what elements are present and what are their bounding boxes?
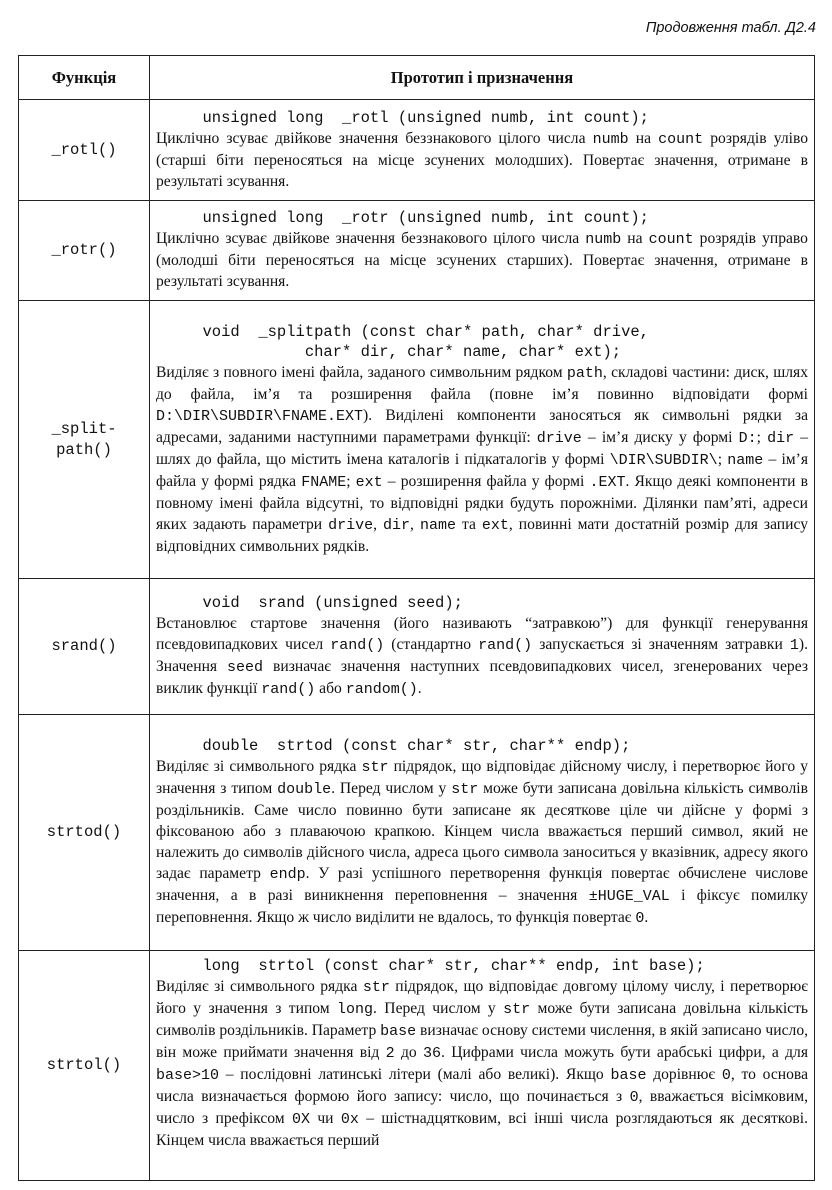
functions-table	[18, 55, 815, 1181]
text-fragment: визначає значення наступних псевдовипадкових чисел, згенерованих через виклик функції	[156, 657, 808, 697]
code-fragment: path	[566, 364, 603, 382]
text-fragment: , складові частини: диск, шлях до файла, ім’я та розширення файла (повне ім’я повинно відповідати формі	[156, 363, 808, 403]
function-purpose	[156, 756, 808, 929]
text-fragment: ). Виділені компоненти заносяться як символьні рядки за адресами, заданими наступними параметрами функції:	[156, 406, 808, 446]
text-fragment: ,	[410, 515, 420, 533]
code-fragment: rand()	[261, 680, 316, 698]
text-fragment: . Цифрами числа можуть бути арабські цифри, а для	[441, 1044, 808, 1061]
function-description	[150, 201, 815, 301]
text-fragment: може бути записана довільна кількість символів роздільників. Параметр	[156, 1000, 808, 1039]
function-name: strtol()	[19, 951, 150, 1181]
function-name: strtod()	[19, 715, 150, 951]
table-header-row	[19, 56, 815, 100]
text-fragment: запускається зі значенням затравки	[532, 635, 790, 653]
text-fragment: на	[621, 230, 649, 247]
code-fragment: seed	[227, 658, 264, 676]
function-name: _rotr()	[19, 201, 150, 301]
text-fragment: і фіксує помилку переповнення. Якщо ж число виділити не вдалось, то функція повертає	[156, 886, 808, 926]
text-fragment: розрядів управо (молодші біти переносяться на місце зсунених старших). Повертає значення, отримане в результаті зсування.	[156, 230, 808, 290]
code-fragment: rand()	[478, 636, 533, 654]
function-description	[150, 301, 815, 579]
text-fragment: – шістнадцятковим, всі інші числа розглядаються як десяткові. Кінцем числа вважається перший	[156, 1110, 808, 1149]
code-fragment: D:\DIR\SUBDIR\FNAME.EXT	[156, 407, 364, 425]
function-name: srand()	[19, 579, 150, 715]
code-fragment: ±HUGE_VAL	[588, 887, 670, 905]
code-fragment: str	[503, 1001, 531, 1018]
function-description	[150, 100, 815, 201]
function-name: _split- path()	[19, 301, 150, 579]
function-purpose	[156, 228, 808, 292]
code-fragment: base>10	[156, 1067, 220, 1084]
code-fragment: .EXT	[589, 473, 626, 491]
table-row	[19, 301, 815, 579]
code-fragment: drive	[328, 516, 374, 534]
code-fragment: ext	[481, 516, 509, 534]
code-fragment: str	[361, 758, 389, 776]
function-description	[150, 951, 815, 1181]
text-fragment: та	[455, 515, 482, 533]
text-fragment: ). Значення	[156, 635, 808, 675]
code-fragment: rand()	[330, 636, 385, 654]
code-fragment: numb	[592, 130, 629, 148]
text-fragment: підрядок, що відповідає дійсному числу, і перетворює його у значення з типом	[156, 757, 809, 797]
function-prototype: unsigned long _rotr (unsigned numb, int count);	[156, 209, 649, 227]
table-row	[19, 579, 815, 715]
function-purpose	[156, 128, 808, 192]
code-fragment: ext	[355, 473, 383, 491]
header-prototype: Прототип і призначення	[150, 56, 815, 100]
function-prototype: long strtol (const char* str, char** endp, int base);	[156, 957, 705, 975]
text-fragment: підрядок, що відповідає довгому цілому числу, і перетворює його у значення з типом	[156, 978, 809, 1017]
text-fragment: . Перед числом у	[373, 1000, 504, 1017]
table-row	[19, 951, 815, 1181]
code-fragment: numb	[585, 231, 622, 248]
code-fragment: random()	[345, 680, 418, 698]
text-fragment: Циклічно зсуває двійкове значення беззнакового цілого числа	[156, 129, 593, 147]
text-fragment: – ім’я файла у формі рядка	[156, 450, 809, 490]
code-fragment: drive	[536, 429, 582, 447]
text-fragment: дорівнює	[646, 1066, 722, 1083]
function-prototype: unsigned long _rotl (unsigned numb, int count);	[156, 108, 649, 127]
code-fragment: name	[419, 516, 456, 534]
text-fragment: , вважається вісімковим, число з префіксом	[156, 1088, 808, 1127]
text-fragment: ,	[373, 515, 384, 533]
code-fragment: 0	[635, 909, 645, 927]
text-fragment: або	[315, 679, 346, 697]
code-fragment: double	[277, 780, 332, 798]
code-fragment: \DIR\SUBDIR\	[609, 451, 718, 469]
text-fragment: розрядів уліво (старші біти переносяться на місце зсунених молодших). Повертає значення, отримане в результаті зсування.	[156, 129, 808, 190]
function-prototype: void _splitpath (const char* path, char* drive, char* dir, char* name, char* ext);	[202, 322, 649, 361]
text-fragment: . У разі успішного перетворення функція повертає обчислене числове значення, а в разі виникнення переповнення – значення	[156, 864, 808, 904]
code-fragment: dir	[383, 516, 411, 534]
text-fragment: . Якщо деякі компоненти в повному імені файла відсутні, то відповідні рядки будуть порожніми. Ділянки пам’яті, адреси яких задають параметри	[156, 472, 809, 533]
text-fragment: .	[644, 908, 649, 926]
function-description	[150, 579, 815, 715]
code-fragment: 2	[385, 1045, 395, 1062]
text-fragment: – шлях до файла, що містить імена каталогів і підкаталогів у формі	[156, 428, 808, 468]
text-fragment: – ім’я диску у формі	[581, 428, 739, 446]
text-fragment: . Перед числом у	[331, 779, 452, 797]
code-fragment: 1	[789, 636, 799, 654]
text-fragment: Виділяє зі символьного рядка	[156, 757, 362, 775]
text-fragment: ;	[756, 428, 768, 446]
code-fragment: 0x	[340, 1111, 359, 1128]
text-fragment: Виділяє зі символьного рядка	[156, 978, 363, 995]
text-fragment: – розширення файла у формі	[382, 472, 590, 490]
code-fragment: base	[380, 1023, 417, 1040]
code-fragment: str	[362, 979, 390, 996]
header-function: Функція	[19, 56, 150, 100]
text-fragment: Циклічно зсуває двійкове значення беззнакового цілого числа	[156, 230, 586, 247]
text-fragment: до	[394, 1044, 423, 1061]
code-fragment: base	[610, 1067, 647, 1084]
table-caption: Продовження табл. Д2.4	[645, 20, 816, 36]
table-row	[19, 100, 815, 201]
code-fragment: name	[727, 451, 764, 469]
table-row	[19, 201, 815, 301]
function-purpose	[156, 976, 808, 1151]
function-description	[150, 715, 815, 951]
code-fragment: count	[648, 231, 694, 248]
code-fragment: 0	[629, 1089, 639, 1106]
code-fragment: 36	[423, 1045, 442, 1062]
text-fragment: Виділяє з повного імені файла, заданого символьним рядком	[156, 363, 567, 381]
code-fragment: str	[451, 780, 479, 798]
code-fragment: long	[337, 1001, 374, 1018]
code-fragment: 0	[721, 1067, 731, 1084]
code-fragment: D:	[738, 429, 757, 447]
code-fragment: 0X	[292, 1111, 311, 1128]
text-fragment: Встановлює стартове значення (його називають “затравкою”) для функції генерування псевдовипадкових чисел	[156, 614, 808, 653]
text-fragment: ;	[346, 472, 356, 490]
text-fragment: чи	[310, 1110, 341, 1127]
text-fragment: .	[417, 679, 422, 697]
text-fragment: (стандартно	[384, 635, 479, 653]
code-fragment: dir	[767, 429, 795, 447]
text-fragment: визначає основу системи числення, в якій записано число, він може приймати значення від	[156, 1022, 809, 1061]
function-purpose	[156, 613, 808, 700]
function-purpose	[156, 362, 808, 557]
text-fragment: може бути записана довільна кількість символів роздільників. Саме число повинно бути записане як десяткове ціле чи дійсне у формі з фіксованою або з плаваючою крапкою. Кінцем числа вважається перший символ, який не належить до символів дійсного числа, адреса цього символа заноситься у вказівник, адресу якого задає параметр	[156, 779, 809, 882]
function-name: _rotl()	[19, 100, 150, 201]
text-fragment: ;	[717, 450, 728, 468]
table-row	[19, 715, 815, 951]
function-prototype: void srand (unsigned seed);	[156, 593, 463, 612]
function-prototype: double strtod (const char* str, char** endp);	[156, 736, 631, 755]
text-fragment: на	[628, 129, 659, 147]
code-fragment: endp	[269, 865, 306, 883]
code-fragment: count	[658, 130, 704, 148]
code-fragment: FNAME	[301, 473, 347, 491]
text-fragment: , повинні мати достатній розмір для запису відповідних символьних рядків.	[156, 515, 808, 555]
text-fragment: – послідовні латинські літери (малі або великі). Якщо	[219, 1066, 611, 1083]
text-fragment: , то основа числа визначається формою його запису: число, що починається з	[156, 1066, 808, 1105]
